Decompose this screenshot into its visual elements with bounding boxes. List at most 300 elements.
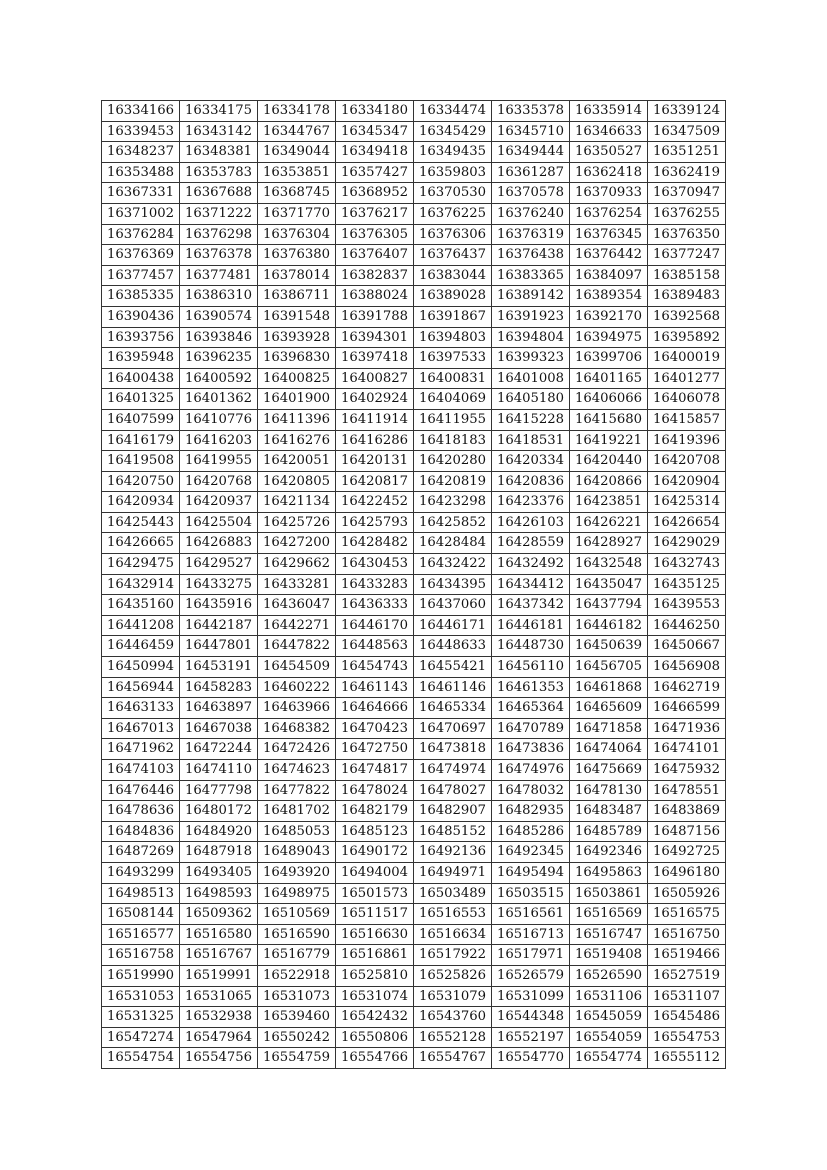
table-cell: 16339124 bbox=[648, 101, 726, 122]
table-cell: 16391788 bbox=[336, 306, 414, 327]
table-cell: 16461353 bbox=[492, 677, 570, 698]
table-cell: 16376305 bbox=[336, 224, 414, 245]
table-cell: 16425314 bbox=[648, 492, 726, 513]
table-cell: 16473836 bbox=[492, 739, 570, 760]
table-cell: 16496180 bbox=[648, 862, 726, 883]
table-cell: 16376225 bbox=[414, 203, 492, 224]
table-cell: 16349044 bbox=[258, 142, 336, 163]
table-cell: 16376306 bbox=[414, 224, 492, 245]
table-row bbox=[102, 945, 726, 966]
table-cell: 16401277 bbox=[648, 368, 726, 389]
table-cell: 16435125 bbox=[648, 574, 726, 595]
table-cell: 16348381 bbox=[180, 142, 258, 163]
table-cell: 16456944 bbox=[102, 677, 180, 698]
table-cell: 16487269 bbox=[102, 842, 180, 863]
table-cell: 16493299 bbox=[102, 862, 180, 883]
table-cell: 16434395 bbox=[414, 574, 492, 595]
table-cell: 16401325 bbox=[102, 389, 180, 410]
table-cell: 16471962 bbox=[102, 739, 180, 760]
table-cell: 16389142 bbox=[492, 286, 570, 307]
table-cell: 16470789 bbox=[492, 718, 570, 739]
table-cell: 16407599 bbox=[102, 409, 180, 430]
table-row bbox=[102, 224, 726, 245]
table-cell: 16421134 bbox=[258, 492, 336, 513]
table-cell: 16422452 bbox=[336, 492, 414, 513]
table-cell: 16376437 bbox=[414, 245, 492, 266]
table-cell: 16498513 bbox=[102, 883, 180, 904]
table-cell: 16370933 bbox=[570, 183, 648, 204]
table-cell: 16419955 bbox=[180, 451, 258, 472]
table-cell: 16383044 bbox=[414, 265, 492, 286]
table-cell: 16420934 bbox=[102, 492, 180, 513]
table-row bbox=[102, 760, 726, 781]
table-cell: 16432492 bbox=[492, 554, 570, 575]
table-cell: 16531079 bbox=[414, 986, 492, 1007]
table-cell: 16485123 bbox=[336, 821, 414, 842]
table-cell: 16439553 bbox=[648, 595, 726, 616]
table-cell: 16390574 bbox=[180, 306, 258, 327]
table-cell: 16474101 bbox=[648, 739, 726, 760]
table-cell: 16495863 bbox=[570, 862, 648, 883]
table-cell: 16531107 bbox=[648, 986, 726, 1007]
table-cell: 16371770 bbox=[258, 203, 336, 224]
table-cell: 16471858 bbox=[570, 718, 648, 739]
table-cell: 16429527 bbox=[180, 554, 258, 575]
table-row bbox=[102, 904, 726, 925]
table-cell: 16361287 bbox=[492, 162, 570, 183]
table-cell: 16433275 bbox=[180, 574, 258, 595]
table-row bbox=[102, 595, 726, 616]
table-cell: 16349418 bbox=[336, 142, 414, 163]
table-row bbox=[102, 389, 726, 410]
table-cell: 16547964 bbox=[180, 1027, 258, 1048]
table-cell: 16554059 bbox=[570, 1027, 648, 1048]
table-cell: 16485789 bbox=[570, 821, 648, 842]
table-cell: 16416286 bbox=[336, 430, 414, 451]
table-cell: 16397533 bbox=[414, 348, 492, 369]
table-cell: 16490172 bbox=[336, 842, 414, 863]
table-cell: 16378014 bbox=[258, 265, 336, 286]
table-cell: 16429029 bbox=[648, 533, 726, 554]
table-cell: 16416276 bbox=[258, 430, 336, 451]
table-cell: 16389354 bbox=[570, 286, 648, 307]
table-row bbox=[102, 821, 726, 842]
table-row bbox=[102, 368, 726, 389]
table-cell: 16376284 bbox=[102, 224, 180, 245]
table-cell: 16401165 bbox=[570, 368, 648, 389]
table-cell: 16475932 bbox=[648, 760, 726, 781]
table-cell: 16456110 bbox=[492, 657, 570, 678]
table-cell: 16432914 bbox=[102, 574, 180, 595]
table-row bbox=[102, 636, 726, 657]
table-cell: 16371222 bbox=[180, 203, 258, 224]
table-cell: 16485053 bbox=[258, 821, 336, 842]
table-cell: 16420805 bbox=[258, 471, 336, 492]
table-cell: 16510569 bbox=[258, 904, 336, 925]
table-cell: 16554754 bbox=[102, 1048, 180, 1069]
table-cell: 16376319 bbox=[492, 224, 570, 245]
table-cell: 16503515 bbox=[492, 883, 570, 904]
table-row bbox=[102, 471, 726, 492]
table-cell: 16511517 bbox=[336, 904, 414, 925]
table-cell: 16425504 bbox=[180, 512, 258, 533]
table-cell: 16544348 bbox=[492, 1007, 570, 1028]
table-cell: 16396235 bbox=[180, 348, 258, 369]
table-cell: 16492346 bbox=[570, 842, 648, 863]
table-cell: 16493920 bbox=[258, 862, 336, 883]
table-cell: 16552128 bbox=[414, 1027, 492, 1048]
table-cell: 16432743 bbox=[648, 554, 726, 575]
table-cell: 16347509 bbox=[648, 121, 726, 142]
table-row bbox=[102, 1048, 726, 1069]
table-cell: 16428927 bbox=[570, 533, 648, 554]
table-cell: 16464666 bbox=[336, 698, 414, 719]
table-cell: 16448633 bbox=[414, 636, 492, 657]
table-cell: 16420937 bbox=[180, 492, 258, 513]
table-cell: 16370578 bbox=[492, 183, 570, 204]
table-cell: 16411914 bbox=[336, 409, 414, 430]
table-cell: 16516569 bbox=[570, 904, 648, 925]
table-cell: 16450667 bbox=[648, 636, 726, 657]
table-cell: 16401900 bbox=[258, 389, 336, 410]
table-row bbox=[102, 286, 726, 307]
table-cell: 16461868 bbox=[570, 677, 648, 698]
table-cell: 16471936 bbox=[648, 718, 726, 739]
table-cell: 16353783 bbox=[180, 162, 258, 183]
table-cell: 16468382 bbox=[258, 718, 336, 739]
table-cell: 16357427 bbox=[336, 162, 414, 183]
table-cell: 16508144 bbox=[102, 904, 180, 925]
table-cell: 16389483 bbox=[648, 286, 726, 307]
table-cell: 16448730 bbox=[492, 636, 570, 657]
table-cell: 16554767 bbox=[414, 1048, 492, 1069]
table-cell: 16474976 bbox=[492, 760, 570, 781]
table-cell: 16406078 bbox=[648, 389, 726, 410]
table-cell: 16543760 bbox=[414, 1007, 492, 1028]
table-cell: 16339453 bbox=[102, 121, 180, 142]
table-cell: 16446250 bbox=[648, 615, 726, 636]
table-cell: 16482907 bbox=[414, 801, 492, 822]
table-cell: 16418531 bbox=[492, 430, 570, 451]
table-cell: 16334180 bbox=[336, 101, 414, 122]
table-row bbox=[102, 183, 726, 204]
table-cell: 16461143 bbox=[336, 677, 414, 698]
table-cell: 16446459 bbox=[102, 636, 180, 657]
table-cell: 16467038 bbox=[180, 718, 258, 739]
table-cell: 16350527 bbox=[570, 142, 648, 163]
table-cell: 16492136 bbox=[414, 842, 492, 863]
table-cell: 16522918 bbox=[258, 965, 336, 986]
table-cell: 16359803 bbox=[414, 162, 492, 183]
table-cell: 16462719 bbox=[648, 677, 726, 698]
table-cell: 16400592 bbox=[180, 368, 258, 389]
table-cell: 16453191 bbox=[180, 657, 258, 678]
table-row bbox=[102, 265, 726, 286]
table-cell: 16474064 bbox=[570, 739, 648, 760]
table-cell: 16437060 bbox=[414, 595, 492, 616]
table-row bbox=[102, 512, 726, 533]
table-cell: 16423376 bbox=[492, 492, 570, 513]
table-cell: 16400831 bbox=[414, 368, 492, 389]
table-cell: 16376254 bbox=[570, 203, 648, 224]
table-row bbox=[102, 780, 726, 801]
table-cell: 16554766 bbox=[336, 1048, 414, 1069]
table-cell: 16474817 bbox=[336, 760, 414, 781]
table-cell: 16382837 bbox=[336, 265, 414, 286]
table-cell: 16485286 bbox=[492, 821, 570, 842]
table-cell: 16384097 bbox=[570, 265, 648, 286]
table-cell: 16349435 bbox=[414, 142, 492, 163]
table-cell: 16454743 bbox=[336, 657, 414, 678]
table-cell: 16427200 bbox=[258, 533, 336, 554]
table-cell: 16426103 bbox=[492, 512, 570, 533]
table-cell: 16478024 bbox=[336, 780, 414, 801]
table-cell: 16334175 bbox=[180, 101, 258, 122]
table-cell: 16480172 bbox=[180, 801, 258, 822]
table-cell: 16395892 bbox=[648, 327, 726, 348]
table-cell: 16517971 bbox=[492, 945, 570, 966]
table-row bbox=[102, 1007, 726, 1028]
table-cell: 16456908 bbox=[648, 657, 726, 678]
table-cell: 16487918 bbox=[180, 842, 258, 863]
table-cell: 16470697 bbox=[414, 718, 492, 739]
table-cell: 16503489 bbox=[414, 883, 492, 904]
table-cell: 16465334 bbox=[414, 698, 492, 719]
table-cell: 16420440 bbox=[570, 451, 648, 472]
table-cell: 16415680 bbox=[570, 409, 648, 430]
table-cell: 16420904 bbox=[648, 471, 726, 492]
table-cell: 16531065 bbox=[180, 986, 258, 1007]
table-row bbox=[102, 142, 726, 163]
table-cell: 16399706 bbox=[570, 348, 648, 369]
table-cell: 16481702 bbox=[258, 801, 336, 822]
table-cell: 16446170 bbox=[336, 615, 414, 636]
table-cell: 16376442 bbox=[570, 245, 648, 266]
table-cell: 16410776 bbox=[180, 409, 258, 430]
table-cell: 16394975 bbox=[570, 327, 648, 348]
table-cell: 16392170 bbox=[570, 306, 648, 327]
table-cell: 16345710 bbox=[492, 121, 570, 142]
table-row bbox=[102, 492, 726, 513]
table-cell: 16420819 bbox=[414, 471, 492, 492]
table-cell: 16411396 bbox=[258, 409, 336, 430]
table-cell: 16436047 bbox=[258, 595, 336, 616]
table-cell: 16554756 bbox=[180, 1048, 258, 1069]
table-cell: 16516561 bbox=[492, 904, 570, 925]
table-cell: 16550806 bbox=[336, 1027, 414, 1048]
table-cell: 16519991 bbox=[180, 965, 258, 986]
table-cell: 16423298 bbox=[414, 492, 492, 513]
table-cell: 16454509 bbox=[258, 657, 336, 678]
table-cell: 16545059 bbox=[570, 1007, 648, 1028]
table-cell: 16531325 bbox=[102, 1007, 180, 1028]
table-cell: 16420836 bbox=[492, 471, 570, 492]
table-cell: 16532938 bbox=[180, 1007, 258, 1028]
table-cell: 16353488 bbox=[102, 162, 180, 183]
table-cell: 16525826 bbox=[414, 965, 492, 986]
table-cell: 16545486 bbox=[648, 1007, 726, 1028]
table-cell: 16418183 bbox=[414, 430, 492, 451]
table-cell: 16493405 bbox=[180, 862, 258, 883]
table-cell: 16426665 bbox=[102, 533, 180, 554]
table-cell: 16419221 bbox=[570, 430, 648, 451]
table-cell: 16397418 bbox=[336, 348, 414, 369]
table-cell: 16420768 bbox=[180, 471, 258, 492]
table-cell: 16446171 bbox=[414, 615, 492, 636]
table-cell: 16484836 bbox=[102, 821, 180, 842]
table-cell: 16448563 bbox=[336, 636, 414, 657]
table-cell: 16547274 bbox=[102, 1027, 180, 1048]
table-row bbox=[102, 306, 726, 327]
table-cell: 16415228 bbox=[492, 409, 570, 430]
table-cell: 16376378 bbox=[180, 245, 258, 266]
table-cell: 16478027 bbox=[414, 780, 492, 801]
table-cell: 16428482 bbox=[336, 533, 414, 554]
table-cell: 16362419 bbox=[648, 162, 726, 183]
table-cell: 16345429 bbox=[414, 121, 492, 142]
table-cell: 16478130 bbox=[570, 780, 648, 801]
table-cell: 16400827 bbox=[336, 368, 414, 389]
table-cell: 16476446 bbox=[102, 780, 180, 801]
table-cell: 16516758 bbox=[102, 945, 180, 966]
table-row bbox=[102, 554, 726, 575]
table-cell: 16430453 bbox=[336, 554, 414, 575]
table-cell: 16516577 bbox=[102, 924, 180, 945]
table-cell: 16401362 bbox=[180, 389, 258, 410]
table-cell: 16385335 bbox=[102, 286, 180, 307]
table-cell: 16394804 bbox=[492, 327, 570, 348]
table-cell: 16377247 bbox=[648, 245, 726, 266]
table-row bbox=[102, 162, 726, 183]
table-cell: 16420708 bbox=[648, 451, 726, 472]
table-cell: 16516713 bbox=[492, 924, 570, 945]
table-cell: 16435160 bbox=[102, 595, 180, 616]
table-cell: 16425726 bbox=[258, 512, 336, 533]
table-cell: 16484920 bbox=[180, 821, 258, 842]
table-cell: 16550242 bbox=[258, 1027, 336, 1048]
table-cell: 16405180 bbox=[492, 389, 570, 410]
table-cell: 16367688 bbox=[180, 183, 258, 204]
table-cell: 16376298 bbox=[180, 224, 258, 245]
table-cell: 16426883 bbox=[180, 533, 258, 554]
table-cell: 16516779 bbox=[258, 945, 336, 966]
table-cell: 16383365 bbox=[492, 265, 570, 286]
table-row bbox=[102, 245, 726, 266]
table-cell: 16492725 bbox=[648, 842, 726, 863]
table-cell: 16386310 bbox=[180, 286, 258, 307]
table-cell: 16425852 bbox=[414, 512, 492, 533]
table-cell: 16517922 bbox=[414, 945, 492, 966]
table-cell: 16377481 bbox=[180, 265, 258, 286]
table-cell: 16404069 bbox=[414, 389, 492, 410]
table-cell: 16411955 bbox=[414, 409, 492, 430]
table-cell: 16460222 bbox=[258, 677, 336, 698]
table-cell: 16531106 bbox=[570, 986, 648, 1007]
table-cell: 16436333 bbox=[336, 595, 414, 616]
table-cell: 16368952 bbox=[336, 183, 414, 204]
table-cell: 16531053 bbox=[102, 986, 180, 1007]
table-cell: 16391867 bbox=[414, 306, 492, 327]
table-cell: 16426221 bbox=[570, 512, 648, 533]
table-row bbox=[102, 965, 726, 986]
table-cell: 16516630 bbox=[336, 924, 414, 945]
table-row bbox=[102, 203, 726, 224]
table-cell: 16501573 bbox=[336, 883, 414, 904]
table-cell: 16516553 bbox=[414, 904, 492, 925]
table-cell: 16393846 bbox=[180, 327, 258, 348]
table-cell: 16334166 bbox=[102, 101, 180, 122]
table-cell: 16425443 bbox=[102, 512, 180, 533]
table-row bbox=[102, 718, 726, 739]
table-cell: 16348237 bbox=[102, 142, 180, 163]
table-cell: 16478032 bbox=[492, 780, 570, 801]
table-cell: 16343142 bbox=[180, 121, 258, 142]
table-cell: 16516580 bbox=[180, 924, 258, 945]
table-cell: 16416203 bbox=[180, 430, 258, 451]
number-table bbox=[101, 100, 726, 1069]
table-cell: 16376407 bbox=[336, 245, 414, 266]
table-cell: 16376345 bbox=[570, 224, 648, 245]
table-cell: 16472244 bbox=[180, 739, 258, 760]
table-cell: 16516590 bbox=[258, 924, 336, 945]
table-cell: 16345347 bbox=[336, 121, 414, 142]
table-cell: 16399323 bbox=[492, 348, 570, 369]
table-row bbox=[102, 677, 726, 698]
table-cell: 16370947 bbox=[648, 183, 726, 204]
number-table-body bbox=[102, 101, 726, 1069]
table-cell: 16435916 bbox=[180, 595, 258, 616]
table-cell: 16463897 bbox=[180, 698, 258, 719]
table-cell: 16519990 bbox=[102, 965, 180, 986]
table-row bbox=[102, 657, 726, 678]
table-cell: 16463133 bbox=[102, 698, 180, 719]
table-cell: 16487156 bbox=[648, 821, 726, 842]
table-cell: 16489043 bbox=[258, 842, 336, 863]
table-cell: 16494004 bbox=[336, 862, 414, 883]
table-cell: 16376240 bbox=[492, 203, 570, 224]
table-row bbox=[102, 121, 726, 142]
table-cell: 16376380 bbox=[258, 245, 336, 266]
table-cell: 16516767 bbox=[180, 945, 258, 966]
table-cell: 16419508 bbox=[102, 451, 180, 472]
table-cell: 16542432 bbox=[336, 1007, 414, 1028]
table-cell: 16466599 bbox=[648, 698, 726, 719]
table-cell: 16334178 bbox=[258, 101, 336, 122]
table-cell: 16473818 bbox=[414, 739, 492, 760]
table-cell: 16437342 bbox=[492, 595, 570, 616]
table-row bbox=[102, 739, 726, 760]
table-cell: 16450994 bbox=[102, 657, 180, 678]
table-cell: 16394803 bbox=[414, 327, 492, 348]
table-row bbox=[102, 842, 726, 863]
table-cell: 16406066 bbox=[570, 389, 648, 410]
table-row bbox=[102, 451, 726, 472]
table-cell: 16420051 bbox=[258, 451, 336, 472]
table-cell: 16505926 bbox=[648, 883, 726, 904]
table-cell: 16416179 bbox=[102, 430, 180, 451]
table-cell: 16344767 bbox=[258, 121, 336, 142]
table-row bbox=[102, 430, 726, 451]
table-cell: 16420817 bbox=[336, 471, 414, 492]
table-cell: 16346633 bbox=[570, 121, 648, 142]
table-cell: 16463966 bbox=[258, 698, 336, 719]
table-cell: 16386711 bbox=[258, 286, 336, 307]
table-cell: 16474103 bbox=[102, 760, 180, 781]
table-cell: 16474623 bbox=[258, 760, 336, 781]
table-cell: 16483487 bbox=[570, 801, 648, 822]
table-cell: 16396830 bbox=[258, 348, 336, 369]
table-cell: 16455421 bbox=[414, 657, 492, 678]
